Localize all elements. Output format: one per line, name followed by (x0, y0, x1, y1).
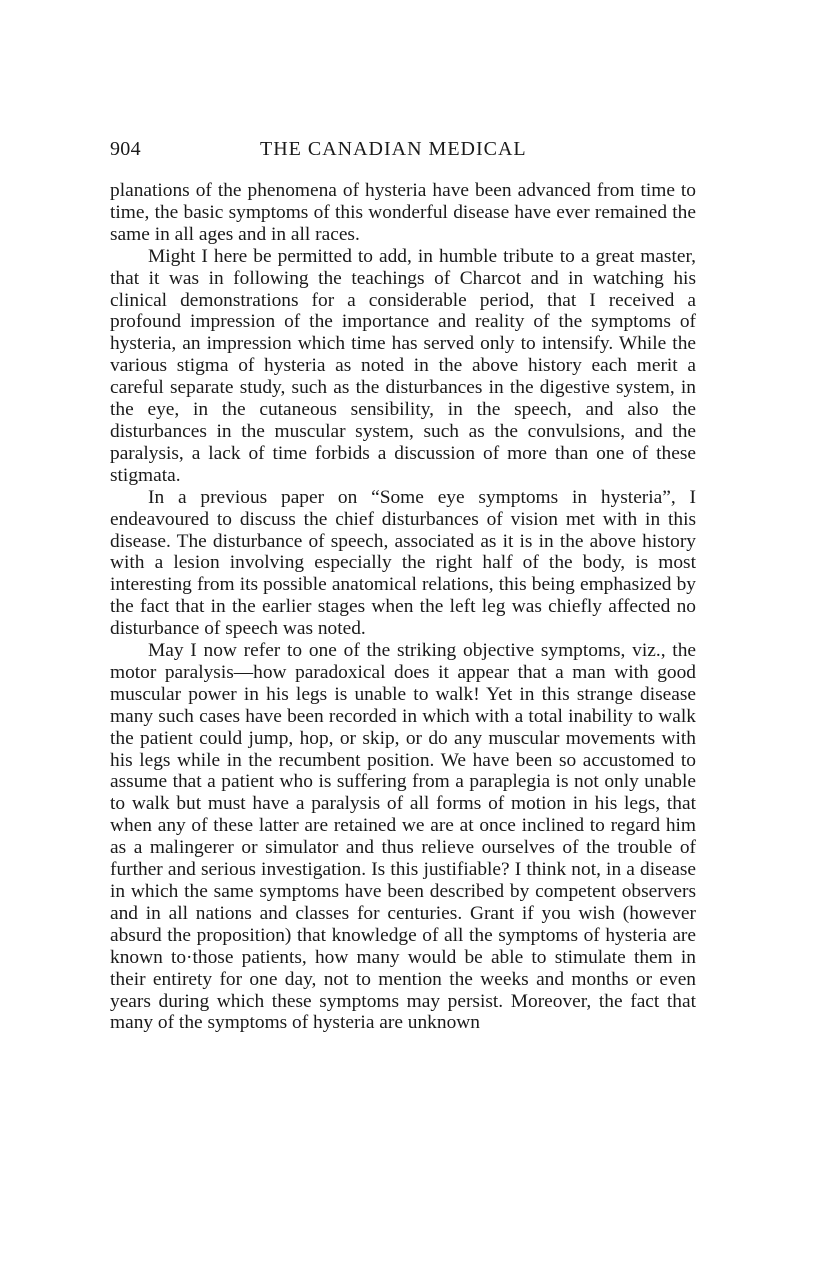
paragraph-motor-paralysis: May I now refer to one of the striking objective symptoms, viz., the motor paralysis—how paradoxical does it appear that a man with good muscular power in his legs is unable to walk! Yet in this strange disease many such cases have been recorded in which with a total inability to walk the patient could jump, hop, or skip, or do any muscular movements with his legs while in the recumbent position. We have been so accustomed to assume that a patient who is suffering from a paraplegia is not only unable to walk but must have a paralysis of all forms of motion in his legs, that when any of these latter are retained we are at once inclined to regard him as a malingerer or simulator and thus relieve ourselves of the trouble of further and serious investigation. Is this justifiable? I think not, in a disease in which the same symptoms have been described by competent observers and in all nations and classes for centuries. Grant if you wish (however absurd the proposition) that knowledge of all the symptoms of hysteria are known to·those patients, how many would be able to stimulate them in their entirety for one day, not to mention the weeks and months or even years during which these symptoms may persist. Moreover, the fact that many of the symptoms of hysteria are unknown (110, 640, 696, 1034)
paragraph-speech-disturbance: In a previous paper on “Some eye symptoms in hysteria”, I endeavoured to discuss the chief disturbances of vision met with in this disease. The disturbance of speech, associated as it is in the above history with a lesion involving especially the right half of the body, is most interesting from its possible anatomical relations, this being emphasized by the fact that in the earlier stages when the left leg was chiefly affected no disturbance of speech was noted. (110, 486, 696, 640)
journal-page (110, 138, 696, 1034)
article-body (110, 180, 696, 1034)
paragraph-continued: planations of the phenomena of hysteria have been advanced from time to time, the basic symptoms of this wonderful disease have ever remained the same in all ages and in all races. (110, 180, 696, 245)
page-number: 904 (110, 138, 141, 160)
journal-title: THE CANADIAN MEDICAL (260, 138, 527, 160)
paragraph-charcot-tribute: Might I here be permitted to add, in humble tribute to a great master, that it was in following the teachings of Charcot and in watching his clinical demonstrations for a considerable period, that I received a profound impression of the importance and reality of the symptoms of hysteria, an impression which time has served only to intensify. While the various stigma of hysteria as noted in the above history each merit a careful separate study, such as the disturbances in the digestive system, in the eye, in the cutaneous sensibility, in the speech, and also the disturbances in the muscular system, such as the convulsions, and the paralysis, a lack of time forbids a discussion of more than one of these stigmata. (110, 245, 696, 486)
running-head (110, 138, 696, 178)
